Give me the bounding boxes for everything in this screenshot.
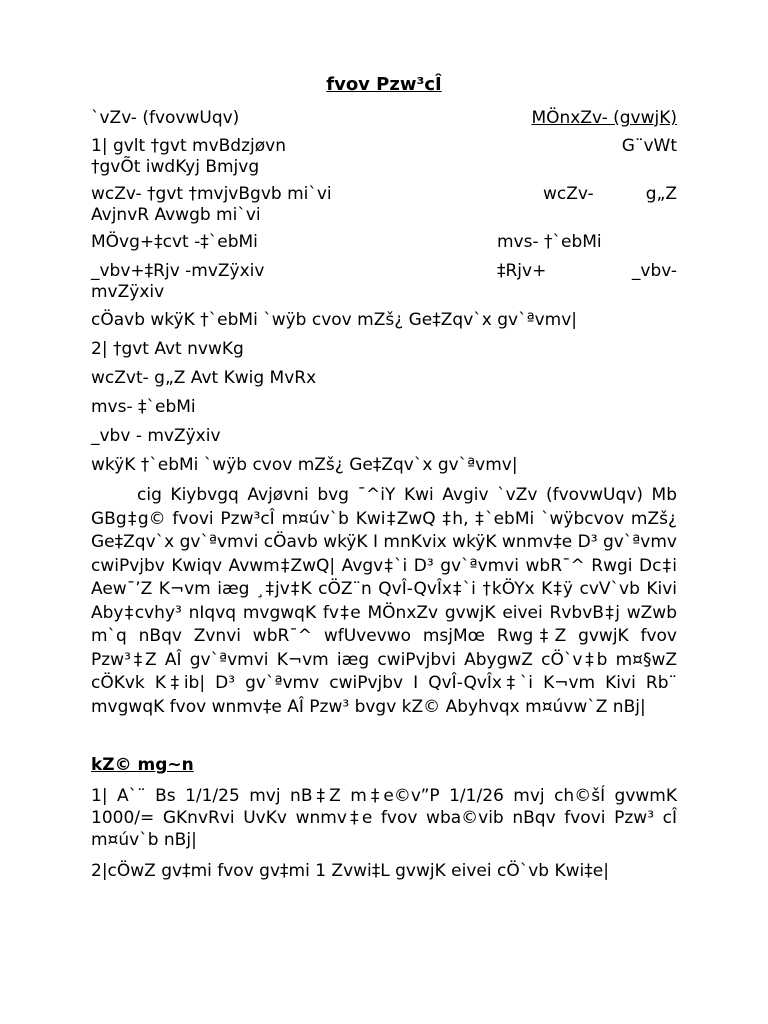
clause2-village: mvs- ‡`ebMi <box>91 397 196 417</box>
upazila1-left: _vbv+‡Rjv -mvZÿxiv <box>91 261 265 281</box>
father1-line1 <box>91 184 677 205</box>
term-1: 1| A`¨ Bs 1/1/25 mvj nB‡Z m‡e©v”P 1/1/26 mvj ch©šÍ gvwmK 1000/= GKnvRvi UvKv wnmv‡e fvov wba©vib nBqv fvovi Pzw³ cÎ m¤úv`b nBj| <box>91 786 677 850</box>
clause2-name: 2| †gvt Avt nvwKg <box>91 339 244 359</box>
upazila1-line2: mvZÿxiv <box>91 282 165 302</box>
father1-line2: AvjnvR Avwgb mi`vi <box>91 205 261 225</box>
lessor-label: `vZv- (fvovwUqv) <box>91 108 240 128</box>
residence1: cÖavb wkÿK †`ebMi `wÿb cvov mZš¿ Ge‡Zqv`x gv`ªvmv| <box>91 310 577 330</box>
term-2: 2|cÖwZ gv‡mi fvov gv‡mi 1 Zvwi‡L gvwjK eivei cÖ`vb Kwi‡e| <box>91 861 609 881</box>
party-header <box>91 108 677 129</box>
lessee-label: MÖnxZv- (gvwjK) <box>531 108 677 128</box>
father1-right-a: wcZv- <box>543 184 594 204</box>
village1-left: MÖvg+‡cvt -‡`ebMi <box>91 232 258 252</box>
clause1-line2: †gvÕt iwdKyj Bmjvg <box>91 157 260 177</box>
body-paragraph: cig Kiybvgq Avjøvni bvg ¯^iY Kwi Avgiv `vZv (fvovwUqv) Mb GBg‡g© fvovi Pzw³cÎ m¤úv`b Kwi‡ZwQ ‡h, ‡`ebMi `wÿbcvov mZš¿ Ge‡Zqv`x gv`ªvmvi cÖavb wkÿK I mnKvix wkÿK wnmv‡e D³ gv`ªvmv cwiPvjbv Kwiqv Avwm‡ZwQ| Avgv‡`i D³ gv`ªvmvi wbR¯^ Rwgi Dc‡i Aew¯’Z K¬vm iæg ¸‡jv‡K cÖZ¨n QvÎ-QvÎx‡`i †kÖYx K‡ÿ cvV`vb Kivi Aby‡cvhy³ nIqvq mvgwqK fv‡e MÖnxZv gvwjK eivei RvbvB‡j wZwb m`q nBqv Zvnvi wbR¯^ wfUvevwo msjMœ Rwg‡Z gvwjK fvov Pzw³‡Z AÎ gv`ªvmvi K¬vm iæg cwiPvjbvi AbygwZ cÖ`v‡b m¤§wZ cÖKvk K‡ib| D³ gv`ªvmv cwiPvjbv I QvÎ-QvÎx‡`i K¬vm Kivi Rb¨ mvgwqK fvov wnmv‡e AÎ Pzw³ bvgv kZ© Abyhvqx m¤úvw`Z nBj| <box>91 485 677 717</box>
upazila1-right-a: ‡Rjv+ <box>497 261 547 281</box>
upazila1-right-b: _vbv- <box>631 261 677 281</box>
clause2-upazila: _vbv - mvZÿxiv <box>91 426 221 446</box>
clause1-line1 <box>91 136 677 157</box>
village1-right: mvs- †`ebMi <box>497 232 602 252</box>
document-title: fvov Pzw³cÎ <box>326 74 442 95</box>
clause2-father: wcZvt- g„Z Avt Kwig MvRx <box>91 368 317 388</box>
father1-left: wcZv- †gvt †mvjvBgvb mi`vi <box>91 184 332 204</box>
village1-line <box>91 232 677 253</box>
clause1-name: 1| gvlt †gvt mvBdzjøvn <box>91 136 286 156</box>
terms-heading: kZ© mg~n <box>91 755 194 775</box>
father1-right-b: g„Z <box>645 184 677 204</box>
clause2-residence: wkÿK †`ebMi `wÿb cvov mZš¿ Ge‡Zqv`x gv`ªvmv| <box>91 455 518 475</box>
clause1-address: G¨vWt <box>621 136 677 156</box>
upazila1-line1 <box>91 261 677 282</box>
